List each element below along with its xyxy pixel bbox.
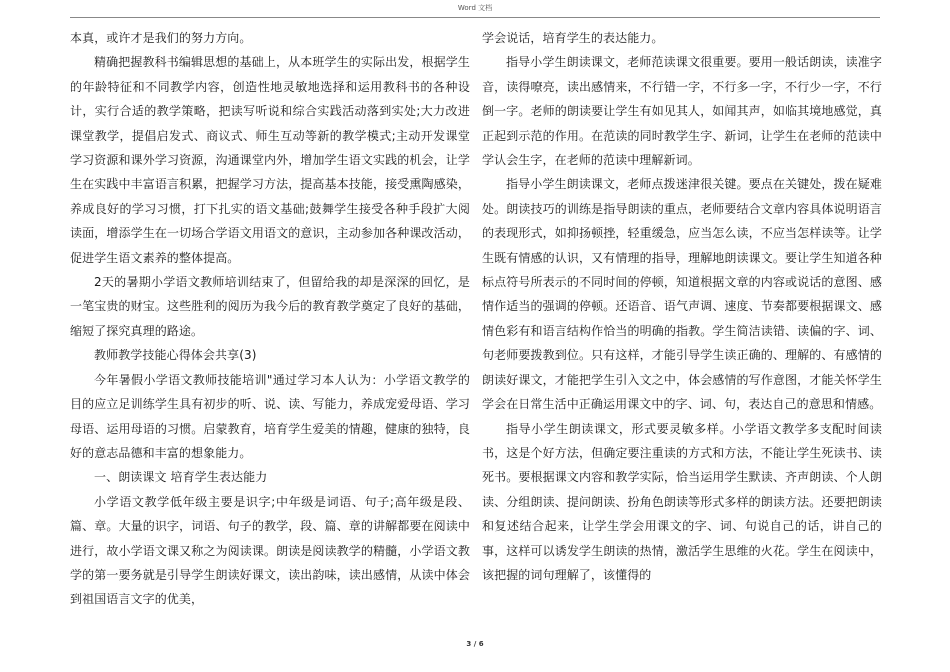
- paragraph: 指导小学生朗读课文，老师点拨迷津很关键。要点在关键处，拨在疑难处。朗读技巧的训练是指导朗读的重点，老师要结合文章内容具体说明语言的表现形式，如抑扬顿挫，轻重缓急，应当怎么读，不应当怎样读等。让学生既有情感的认识，又有情理的指导，理解地朗读课文。要让学生知道各种标点符号所表示的不同时间的停顿，知道根据文章的内容或说话的意图、感情作适当的强调的停顿。还语音、语气声调、速度、节奏都要根据课文、感情色彩有和语言结构作恰当的明确的指教。学生简洁读错、读偏的字、词、句老师要拨教到位。只有这样，才能引导学生读正确的、理解的、有感情的朗读好课文，才能把学生引入文之中，体会感情的写作意图，才能关怀学生学会在日常生活中正确运用课文中的字、词、句，表达自己的意思和情感。: [482, 177, 882, 412]
- header-title: Word 文档: [457, 4, 493, 12]
- paragraph: 今年暑假小学语文教师技能培训"通过学习本人认为：小学语文教学的目的应立足训练学生具有初步的听、说、读、写能力，养成宠爱母语、学习母语、运用母语的习惯。启蒙教育，培育学生爱美的情趣，健康的独特，良好的意志品德和丰富的想象能力。: [70, 372, 470, 460]
- paragraph: 指导小学生朗读课文，老师范读课文很重要。要用一般话朗读，读准字音，读得嘹亮，读出感情来，不行错一字，不行多一字，不行少一字，不行倒一字。老师的朗读要让学生有如见其人，如闻其声，如临其境地感觉，真正起到示范的作用。在范读的同时教学生字、新词，让学生在老师的范读中学认会生字，在老师的范读中理解新词。: [482, 55, 882, 168]
- page-header: [0, 0, 950, 17]
- header-divider: [70, 17, 880, 18]
- paragraph: 小学语文教学低年级主要是识字;中年级是词语、句子;高年级是段、篇、章。大量的识字，词语、句子的教学，段、篇、章的讲解都要在阅读中进行，故小学语文课又称之为阅读课。朗读是阅读教学的精髓，小学语文教学的第一要务就是引导学生朗读好课文，读出韵味，读出感情，从读中体会到祖国语言文字的优美，: [70, 494, 470, 607]
- paragraph: 一、朗读课文 培育学生表达能力: [94, 470, 268, 485]
- page-footer: [0, 640, 950, 648]
- page-number: 3 / 6: [466, 640, 484, 648]
- paragraph: 精确把握教科书编辑思想的基础上，从本班学生的实际出发，根据学生的年龄特征和不同教学内容，创造性地灵敏地选择和运用教科书的各种设计，实行合适的教学策略，把读写听说和综合实践活动落到实处;大力改进课堂教学，提倡启发式、商议式、师生互动等新的教学模式;主动开发课堂学习资源和课外学习资源，沟通课堂内外，增加学生语文实践的机会，让学生在实践中丰富语言积累，把握学习方法，提高基本技能，接受熏陶感染，养成良好的学习习惯，打下扎实的语文基础;鼓舞学生接受各种手段扩大阅读面，增添学生在一切场合学语文用语文的意识，主动参加各种课改活动，促进学生语文素养的整体提高。: [70, 55, 470, 265]
- left-text-column: [70, 26, 470, 612]
- right-text-column: [482, 26, 882, 587]
- paragraph: 2天的暑期小学语文教师培训结束了，但留给我的却是深深的回忆，是一笔宝贵的财宝。这些胜利的阅历为我今后的教育教学奠定了良好的基础，缩短了探究真理的路途。: [70, 275, 470, 338]
- paragraph: 本真，或许才是我们的努力方向。: [70, 31, 252, 45]
- paragraph: 学会说话，培育学生的表达能力。: [482, 31, 664, 45]
- paragraph: 教师教学技能心得体会共享(3): [94, 348, 257, 363]
- paragraph: 指导小学生朗读课文，形式要灵敏多样。小学语文教学多支配时间读书，这是个好方法，但确定要注重读的方式和方法，不能让学生死读书、读死书。要根据课文内容和教学实际，恰当运用学生默读、齐声朗读、个人朗读、分组朗读、提问朗读、扮角色朗读等形式多样的朗读方法。还要把朗读和复述结合起来，让学生学会用课文的字、词、句说自己的话，讲自己的事，这样可以诱发学生朗读的热情，激活学生思维的火花。学生在阅读中，该把握的词句理解了，该懂得的: [482, 421, 882, 582]
